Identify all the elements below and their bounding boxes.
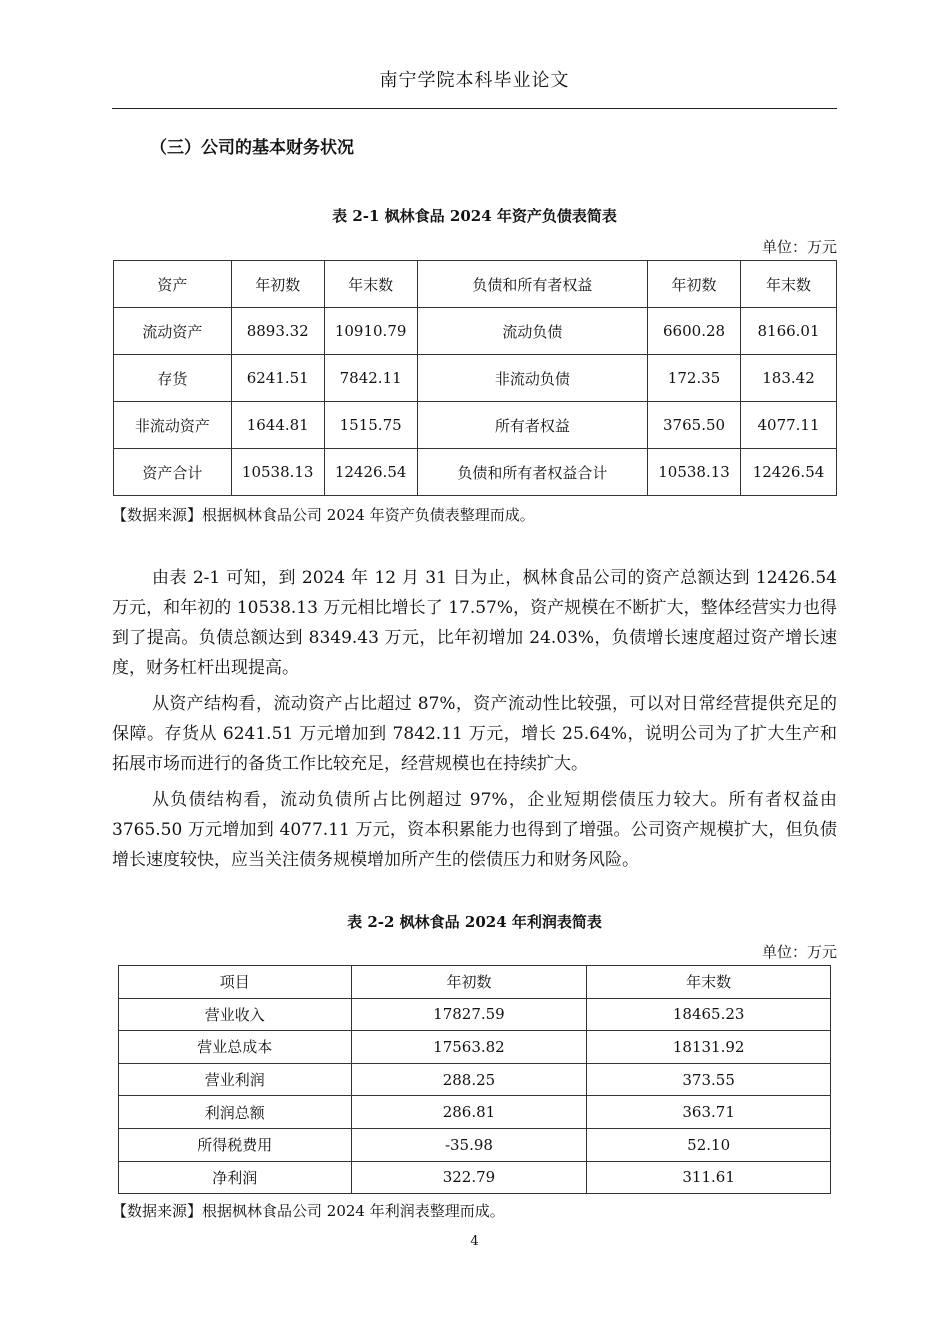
table-row bbox=[119, 998, 831, 1031]
table-cell: 所有者权益 bbox=[417, 402, 647, 449]
table-cell: 所得税费用 bbox=[119, 1128, 352, 1161]
table2-source-note: 【数据来源】根据枫林食品公司 2024 年利润表整理而成。 bbox=[112, 1202, 505, 1220]
table1-source-note: 【数据来源】根据枫林食品公司 2024 年资产负债表整理而成。 bbox=[112, 506, 535, 524]
table-cell: 10538.13 bbox=[231, 449, 324, 496]
table-cell: 负债和所有者权益合计 bbox=[417, 449, 647, 496]
table2-caption: 表 2-2 枫林食品 2024 年利润表简表 bbox=[347, 913, 602, 931]
header-cell: 负债和所有者权益 bbox=[417, 261, 647, 308]
table-row bbox=[119, 1096, 831, 1129]
table-cell: 1644.81 bbox=[231, 402, 324, 449]
table-row bbox=[119, 1161, 831, 1194]
table-cell: 183.42 bbox=[741, 355, 837, 402]
header-cell: 项目 bbox=[119, 966, 352, 999]
table-cell: 非流动资产 bbox=[114, 402, 232, 449]
table-cell: 4077.11 bbox=[741, 402, 837, 449]
header-cell: 资产 bbox=[114, 261, 232, 308]
table-cell: 1515.75 bbox=[324, 402, 417, 449]
table2-unit: 单位：万元 bbox=[761, 943, 837, 961]
table-row bbox=[114, 402, 837, 449]
table-row bbox=[114, 449, 837, 496]
table-cell: 7842.11 bbox=[324, 355, 417, 402]
page-number: 4 bbox=[470, 1234, 479, 1249]
table-cell: 3765.50 bbox=[648, 402, 741, 449]
table1-caption: 表 2-1 枫林食品 2024 年资产负债表简表 bbox=[332, 207, 617, 225]
table-row bbox=[114, 355, 837, 402]
header-cell: 年初数 bbox=[351, 966, 587, 999]
table-cell: 8893.32 bbox=[231, 308, 324, 355]
table-cell: 存货 bbox=[114, 355, 232, 402]
table-header-row bbox=[114, 261, 837, 308]
balance-sheet-table bbox=[113, 260, 837, 496]
header-divider bbox=[112, 108, 837, 109]
body-paragraph: 从资产结构看，流动资产占比超过 87%，资产流动性比较强，可以对日常经营提供充足的保障。存货从 6241.51 万元增加到 7842.11 万元，增长 25.64%，说明公司为了扩大生产和拓展市场而进行的备货工作比较充足，经营规模也在持续扩大。 bbox=[112, 694, 837, 774]
section-heading: （三）公司的基本财务状况 bbox=[150, 138, 354, 158]
income-statement-table bbox=[118, 965, 831, 1194]
table-cell: 322.79 bbox=[351, 1161, 587, 1194]
header-cell: 年初数 bbox=[648, 261, 741, 308]
table-cell: 6600.28 bbox=[648, 308, 741, 355]
table-cell: 资产合计 bbox=[114, 449, 232, 496]
table-cell: 18131.92 bbox=[587, 1031, 831, 1064]
table1-unit: 单位：万元 bbox=[761, 238, 837, 256]
table-cell: 12426.54 bbox=[324, 449, 417, 496]
table-row bbox=[119, 1128, 831, 1161]
table-cell: 12426.54 bbox=[741, 449, 837, 496]
table-cell: 营业总成本 bbox=[119, 1031, 352, 1064]
table-cell: 流动负债 bbox=[417, 308, 647, 355]
header-cell: 年末数 bbox=[324, 261, 417, 308]
table-cell: 流动资产 bbox=[114, 308, 232, 355]
body-paragraph: 由表 2-1 可知，到 2024 年 12 月 31 日为止，枫林食品公司的资产总额达到 12426.54 万元，和年初的 10538.13 万元相比增长了 17.57%，资产规模在不断扩大，整体经营实力也得到了提高。负债总额达到 8349.43 万元，比年初增加 24.03%，负债增长速度超过资产增长速度，财务杠杆出现提高。 bbox=[112, 568, 837, 678]
table-cell: 373.55 bbox=[587, 1063, 831, 1096]
table-cell: 286.81 bbox=[351, 1096, 587, 1129]
table-cell: 18465.23 bbox=[587, 998, 831, 1031]
table-cell: 6241.51 bbox=[231, 355, 324, 402]
table-cell: 10538.13 bbox=[648, 449, 741, 496]
header-cell: 年末数 bbox=[587, 966, 831, 999]
table-cell: -35.98 bbox=[351, 1128, 587, 1161]
table-header-row bbox=[119, 966, 831, 999]
table-row bbox=[119, 1063, 831, 1096]
table-cell: 10910.79 bbox=[324, 308, 417, 355]
table-cell: 净利润 bbox=[119, 1161, 352, 1194]
table-cell: 17563.82 bbox=[351, 1031, 587, 1064]
table-cell: 营业收入 bbox=[119, 998, 352, 1031]
table-row bbox=[119, 1031, 831, 1064]
table-cell: 52.10 bbox=[587, 1128, 831, 1161]
table-cell: 17827.59 bbox=[351, 998, 587, 1031]
table-cell: 非流动负债 bbox=[417, 355, 647, 402]
table-cell: 311.61 bbox=[587, 1161, 831, 1194]
table-cell: 利润总额 bbox=[119, 1096, 352, 1129]
table-cell: 363.71 bbox=[587, 1096, 831, 1129]
table-cell: 172.35 bbox=[648, 355, 741, 402]
table-cell: 8166.01 bbox=[741, 308, 837, 355]
header-cell: 年初数 bbox=[231, 261, 324, 308]
table-cell: 营业利润 bbox=[119, 1063, 352, 1096]
page-header-title: 南宁学院本科毕业论文 bbox=[379, 70, 570, 91]
header-cell: 年末数 bbox=[741, 261, 837, 308]
table-row bbox=[114, 308, 837, 355]
body-paragraph: 从负债结构看，流动负债所占比例超过 97%，企业短期偿债压力较大。所有者权益由 3765.50 万元增加到 4077.11 万元，资本积累能力也得到了增强。公司资产规模扩大，但负债增长速度较快，应当关注债务规模增加所产生的偿债压力和财务风险。 bbox=[112, 790, 837, 870]
table-cell: 288.25 bbox=[351, 1063, 587, 1096]
